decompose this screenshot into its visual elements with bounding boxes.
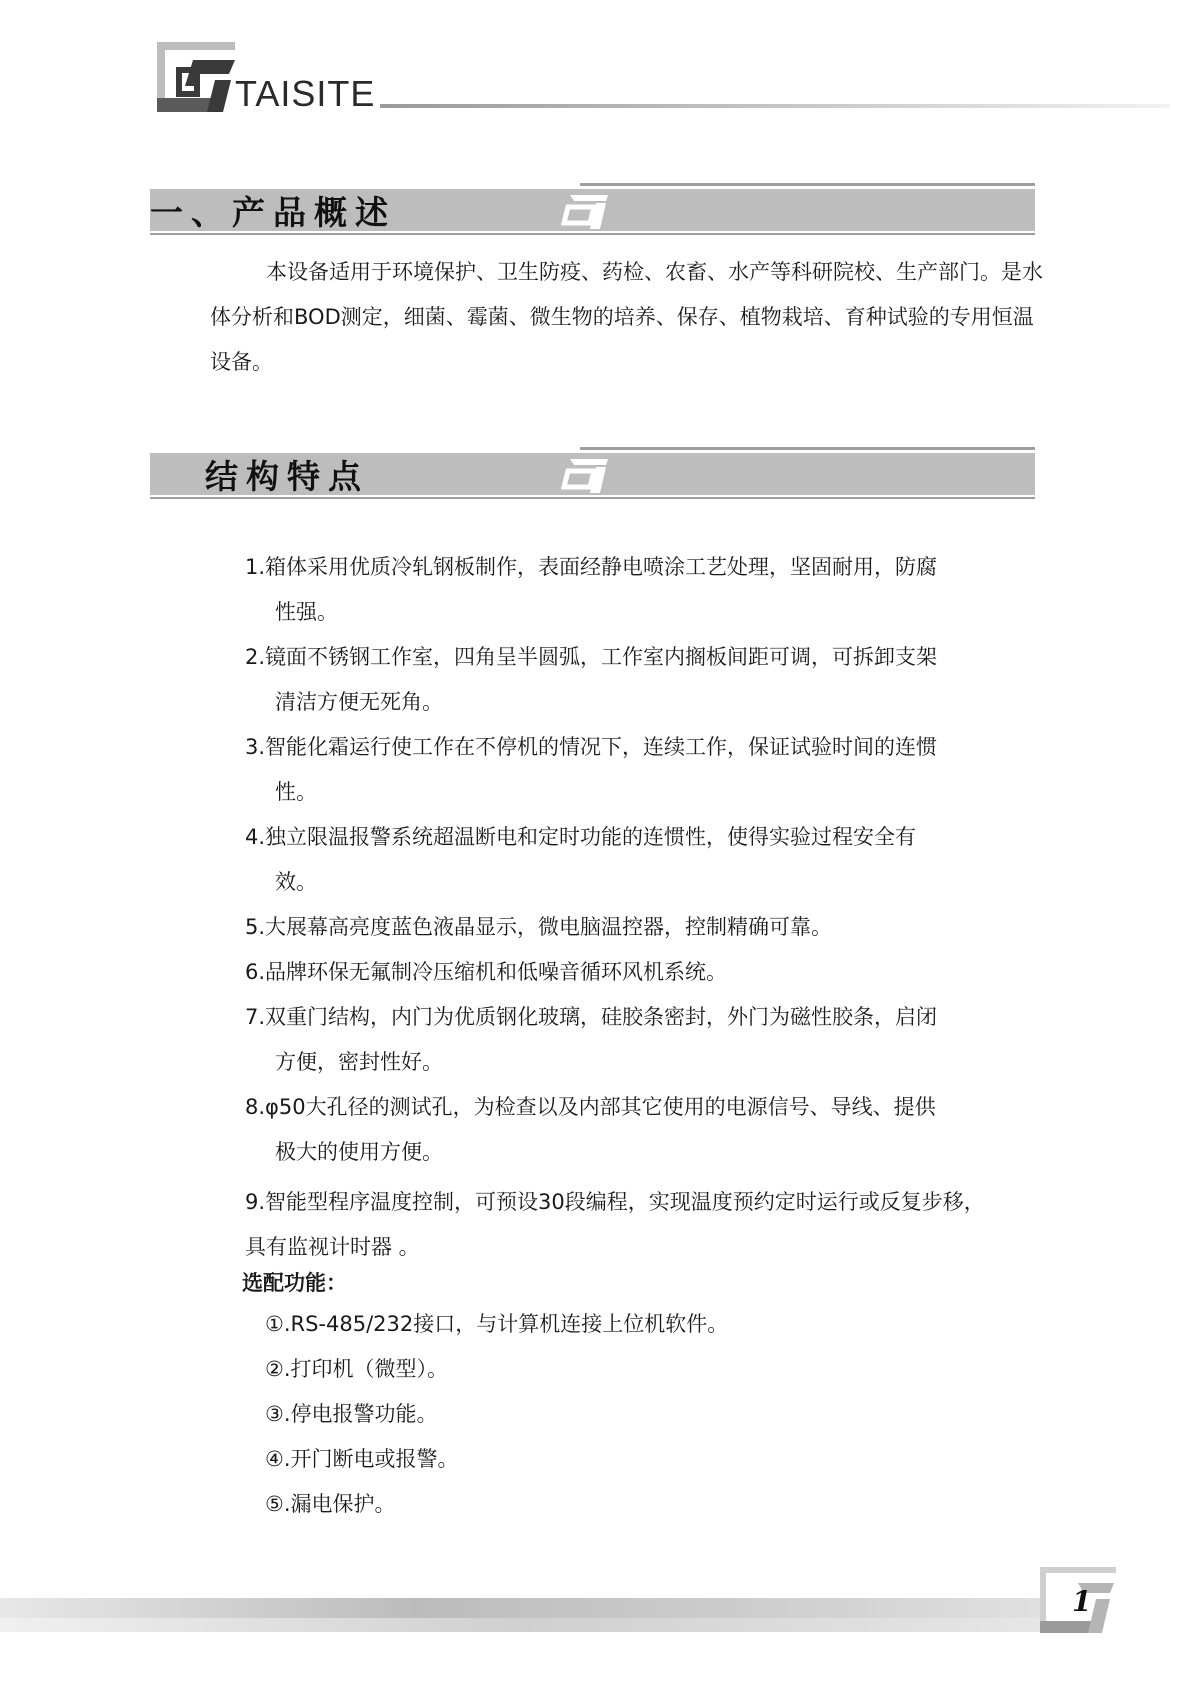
page-number: 1 <box>1072 1585 1092 1618</box>
option-item: ②.打印机（微型）。 <box>265 1357 449 1381</box>
feature-9-line2: 具有监视计时器 。 <box>245 1235 420 1259</box>
features-list <box>245 545 1065 1175</box>
feature-item: 5.大展幕高亮度蓝色液晶显示，微电脑温控器，控制精确可靠。 <box>245 915 833 939</box>
section-emblem-icon <box>560 457 608 493</box>
section-bar-overview <box>150 183 1035 235</box>
overview-paragraph: 本设备适用于环境保护、卫生防疫、药检、农畜、水产等科研院校、生产部门。是水体分析和BOD测定，细菌、霉菌、微生物的培养、保存、植物栽培、育种试验的专用恒温设备。 <box>210 260 1043 374</box>
options-title: 选配功能： <box>242 1271 347 1295</box>
footer-bar-lower <box>0 1618 1040 1632</box>
section-bar-topline <box>580 183 1035 186</box>
feature-item: 4.独立限温报警系统超温断电和定时功能的连惯性，使得实验过程安全有 效。 <box>245 825 917 894</box>
options-list <box>265 1302 728 1527</box>
header-logo <box>155 40 1170 120</box>
option-item: ③.停电报警功能。 <box>265 1402 438 1426</box>
feature-item: 1.箱体采用优质冷轧钢板制作，表面经静电喷涂工艺处理，坚固耐用，防腐 性强。 <box>245 555 938 624</box>
section-bar-features <box>150 447 1035 499</box>
feature-item: 7.双重门结构，内门为优质钢化玻璃，硅胶条密封，外门为磁性胶条，启闭 方便，密封性好。 <box>245 1005 938 1074</box>
section-bar-topline <box>580 447 1035 450</box>
feature-9-line1: 9.智能型程序温度控制，可预设30段编程，实现温度预约定时运行或反复步移， <box>245 1190 985 1214</box>
option-item: ⑤.漏电保护。 <box>265 1492 396 1516</box>
section-emblem-icon <box>560 193 608 229</box>
section-title-features: 结构特点 <box>205 457 369 496</box>
logo-text: TAISITE <box>235 73 376 114</box>
option-item: ①.RS-485/232接口，与计算机连接上位机软件。 <box>265 1312 729 1336</box>
section-title-overview: 一、产品概述 <box>150 193 396 232</box>
feature-item: 2.镜面不锈钢工作室，四角呈半圆弧，工作室内搁板间距可调，可拆卸支架 清洁方便无死角。 <box>245 645 938 714</box>
taisite-logo-icon <box>155 40 245 115</box>
header-rule <box>380 104 1170 108</box>
option-item: ④.开门断电或报警。 <box>265 1447 459 1471</box>
feature-item-9 <box>245 1180 1075 1270</box>
feature-item: 8.φ50大孔径的测试孔，为检查以及内部其它使用的电源信号、导线、提供 极大的使用方便。 <box>245 1095 936 1164</box>
feature-item: 3.智能化霜运行使工作在不停机的情况下，连续工作，保证试验时间的连惯 性。 <box>245 735 938 804</box>
feature-item: 6.品牌环保无氟制冷压缩机和低噪音循环风机系统。 <box>245 960 728 984</box>
